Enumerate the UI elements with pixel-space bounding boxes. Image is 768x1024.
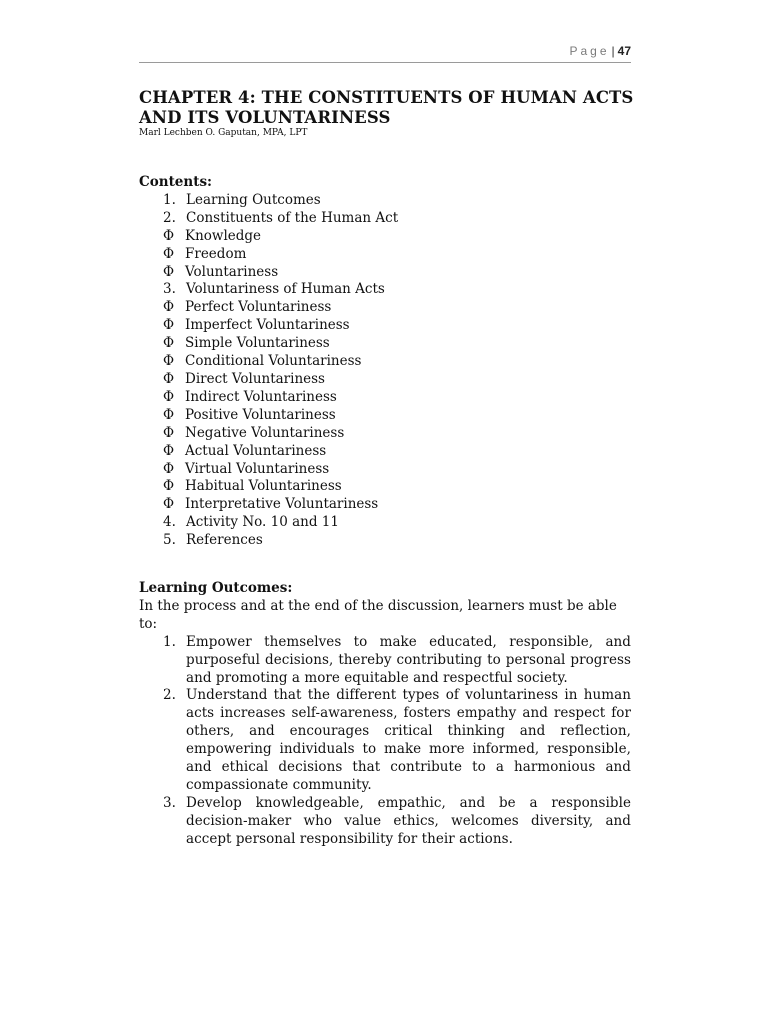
contents-subitem-label: Virtual Voluntariness	[185, 460, 330, 477]
learning-outcome-item	[139, 795, 631, 849]
phi-bullet-icon: Φ	[163, 227, 175, 244]
learning-outcome-text: Develop knowledgeable, empathic, and be a responsible decision-maker who value ethics, welcomes diversity, and accept personal responsibility for their actions.	[186, 794, 631, 847]
contents-subitem-label: Indirect Voluntariness	[185, 388, 337, 405]
contents-item-label: Activity No. 10 and 11	[186, 514, 339, 531]
contents-subitem-label: Habitual Voluntariness	[185, 478, 342, 495]
contents-item	[139, 210, 631, 282]
contents-item-number: 2.	[163, 209, 176, 226]
contents-subitem-label: Simple Voluntariness	[185, 335, 330, 352]
learning-outcome-number: 2.	[163, 687, 176, 704]
chapter-title: CHAPTER 4: THE CONSTITUENTS OF HUMAN ACTS AND ITS VOLUNTARINESS	[139, 88, 634, 127]
contents-heading: Contents:	[139, 174, 213, 190]
contents-subitem-label: Voluntariness	[185, 263, 279, 280]
contents-item	[139, 514, 631, 532]
contents-item-label: Learning Outcomes	[186, 191, 321, 208]
learning-outcomes-heading: Learning Outcomes:	[139, 580, 293, 596]
phi-bullet-icon: Φ	[163, 496, 175, 513]
learning-outcome-text: Understand that the different types of voluntariness in human acts increases self-awareness, fosters empathy and respect for others, and encourages critical thinking and reflection, empowering individuals to make more informed, responsible, and ethical decisions that contribute to a harmonious and compassionate community.	[186, 687, 631, 793]
contents-item	[139, 281, 631, 514]
phi-bullet-icon: Φ	[163, 245, 175, 262]
contents-item-label: References	[186, 532, 263, 549]
contents-subitem	[139, 353, 631, 371]
learning-outcome-number: 3.	[163, 794, 176, 811]
contents-subitem-label: Negative Voluntariness	[185, 424, 345, 441]
contents-subitem-label: Actual Voluntariness	[185, 442, 327, 459]
page-label: Page	[569, 44, 610, 58]
contents-subitem	[139, 478, 631, 496]
contents-subitem	[139, 264, 631, 282]
contents-subitem-label: Conditional Voluntariness	[185, 353, 362, 370]
learning-outcome-item	[139, 687, 631, 794]
contents-sublist	[139, 228, 631, 282]
contents-subitem-label: Knowledge	[185, 227, 262, 244]
contents-subitem-label: Imperfect Voluntariness	[185, 317, 350, 334]
contents-item	[139, 532, 631, 550]
contents-subitem	[139, 371, 631, 389]
contents-item-number: 1.	[163, 191, 176, 208]
phi-bullet-icon: Φ	[163, 317, 175, 334]
contents-subitem-label: Direct Voluntariness	[185, 370, 325, 387]
phi-bullet-icon: Φ	[163, 388, 175, 405]
contents-subitem-label: Perfect Voluntariness	[185, 299, 332, 316]
contents-subitem	[139, 299, 631, 317]
contents-subitem	[139, 317, 631, 335]
contents-subitem	[139, 461, 631, 479]
contents-subitem-label: Freedom	[185, 245, 247, 262]
phi-bullet-icon: Φ	[163, 460, 175, 477]
phi-bullet-icon: Φ	[163, 370, 175, 387]
contents-subitem	[139, 389, 631, 407]
phi-bullet-icon: Φ	[163, 353, 175, 370]
page-number: 47	[617, 44, 631, 58]
phi-bullet-icon: Φ	[163, 335, 175, 352]
contents-subitem	[139, 228, 631, 246]
contents-subitem	[139, 443, 631, 461]
contents-item-label: Constituents of the Human Act	[186, 209, 399, 226]
author-line: Marl Lechben O. Gaputan, MPA, LPT	[139, 128, 308, 138]
contents-subitem-label: Positive Voluntariness	[185, 406, 336, 423]
contents-item-label: Voluntariness of Human Acts	[186, 281, 385, 298]
contents-subitem	[139, 335, 631, 353]
phi-bullet-icon: Φ	[163, 299, 175, 316]
contents-item-number: 5.	[163, 532, 176, 549]
contents-item-number: 3.	[163, 281, 176, 298]
learning-outcomes-section	[139, 580, 631, 849]
phi-bullet-icon: Φ	[163, 424, 175, 441]
contents-section	[139, 174, 631, 550]
learning-outcomes-list	[139, 634, 631, 849]
learning-outcomes-intro: In the process and at the end of the discussion, learners must be able to:	[139, 597, 617, 632]
contents-item	[139, 192, 631, 210]
phi-bullet-icon: Φ	[163, 478, 175, 495]
contents-item-number: 4.	[163, 514, 176, 531]
contents-sublist	[139, 299, 631, 514]
phi-bullet-icon: Φ	[163, 406, 175, 423]
contents-subitem	[139, 496, 631, 514]
page-separator: |	[611, 44, 615, 58]
learning-outcome-number: 1.	[163, 633, 176, 650]
contents-subitem	[139, 407, 631, 425]
phi-bullet-icon: Φ	[163, 263, 175, 280]
page-header	[139, 44, 631, 63]
contents-list	[139, 192, 631, 550]
learning-outcome-item	[139, 634, 631, 688]
contents-subitem	[139, 425, 631, 443]
contents-subitem	[139, 246, 631, 264]
phi-bullet-icon: Φ	[163, 442, 175, 459]
contents-subitem-label: Interpretative Voluntariness	[185, 496, 379, 513]
learning-outcome-text: Empower themselves to make educated, responsible, and purposeful decisions, thereby contributing to personal progress and promoting a more equitable and respectful society.	[186, 633, 631, 686]
